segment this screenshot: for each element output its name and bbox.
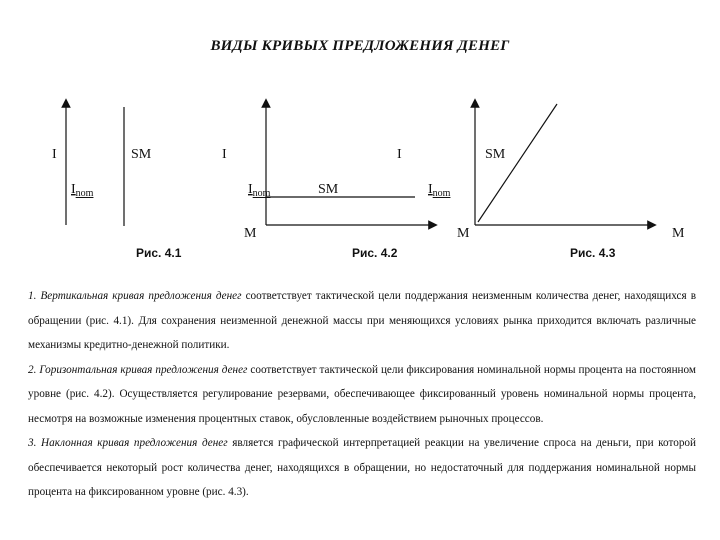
page-title: ВИДЫ КРИВЫХ ПРЕДЛОЖЕНИЯ ДЕНЕГ	[210, 38, 510, 54]
paragraph-3	[28, 431, 696, 505]
figure-3-x-label-right: M	[672, 226, 685, 241]
paragraph-1-lead: 1. Вертикальная кривая предложения денег	[28, 290, 242, 302]
figure-2-x-label: M	[244, 226, 257, 241]
figure-2-y-label: I	[222, 147, 227, 162]
figure-3-x-label-left: M	[457, 226, 470, 241]
figure-1-curve-label: SM	[131, 147, 152, 162]
paragraph-1-text: соответствует тактической цели поддержания неизменным количества денег, находящихся в обращении (рис. 4.1). Для сохранения неизменной денежной массы при меняющихся условиях рынка приходится включать различные механизмы кредитно-денежной политики.	[28, 290, 696, 351]
figure-3-caption: Рис. 4.3	[570, 246, 616, 260]
figure-1	[52, 103, 182, 260]
figure-2	[222, 103, 433, 260]
paragraph-1	[28, 284, 696, 358]
body-text	[28, 284, 696, 505]
figure-3-sm-curve	[478, 104, 557, 222]
figure-3-y-label: I	[397, 147, 402, 162]
figure-3-inom-label: $I_{nom}$	[428, 182, 451, 199]
figure-2-caption: Рис. 4.2	[352, 246, 398, 260]
figure-1-y-label: I	[52, 147, 57, 162]
figure-3	[397, 103, 685, 260]
figure-1-inom-label: $I_{nom}$	[71, 182, 94, 199]
figure-2-curve-label: SM	[318, 182, 339, 197]
figure-3-curve-label: SM	[485, 147, 506, 162]
paragraph-3-text: является графической интерпретацией реакции на увеличение спроса на деньги, при которой обеспечивается некоторый рост количества денег, находящихся в обращении, но недостаточный для поддержания номинальной нормы процента на фиксированном уровне (рис. 4.3).	[28, 437, 696, 498]
paragraph-2-lead: 2. Горизонтальная кривая предложения денег	[28, 363, 248, 376]
paragraph-2-text: соответствует тактической цели фиксирования номинальной нормы процента на постоянном уровне (рис. 4.2). Осуществляется регулирование резервами, обеспечивающее фиксированный уровень номинальной нормы процента, несмотря на возможные изменения процентных ставок, обусловленные воздействием рыночных процессов.	[28, 363, 697, 425]
figure-1-caption: Рис. 4.1	[136, 246, 182, 260]
figure-2-inom-label: $I_{nom}$	[248, 182, 271, 199]
paragraph-2	[28, 358, 696, 432]
paragraph-3-lead: 3. Наклонная кривая предложения денег	[28, 437, 228, 449]
